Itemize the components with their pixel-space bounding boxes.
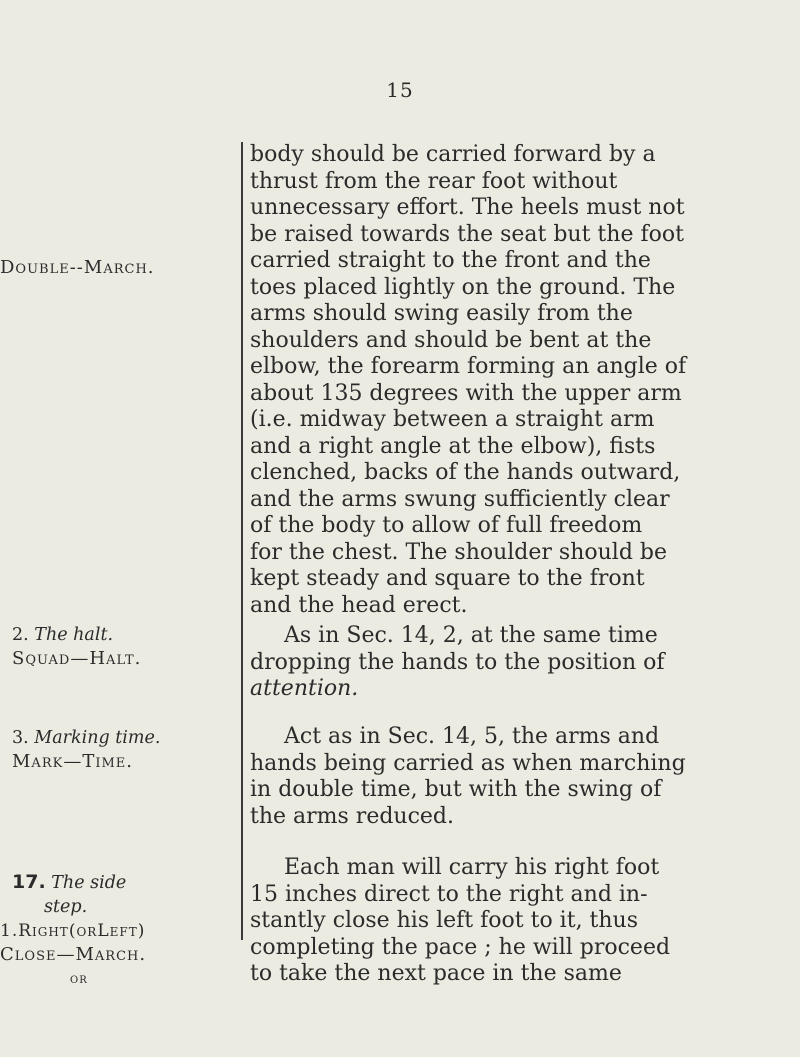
text-line: thrust from the rear foot without: [250, 168, 618, 194]
text-line: unnecessary effort. The heels must not: [250, 195, 685, 220]
halt-number: 2.: [12, 625, 29, 645]
text-line: kept steady and square to the front: [250, 566, 645, 591]
paragraph-marking-time: [250, 724, 718, 830]
text-line: of the body to allow of full freedom: [250, 513, 643, 538]
text-line: completing the pace ; he will proceed: [250, 934, 671, 960]
text-line: clenched, backs of the hands outward,: [250, 460, 681, 485]
halt-command: Squad—Halt.: [12, 648, 142, 669]
text-line: in double time, but with the swing of: [250, 777, 662, 802]
text-line: (i.e. midway between a straight arm: [250, 407, 655, 432]
text-line: and the arms swung sufficiently clear: [250, 486, 670, 512]
text-line: about 135 degrees with the upper arm: [250, 380, 682, 406]
margin-note-halt: [0, 623, 240, 671]
text-line: body should be carried forward by a: [250, 142, 656, 167]
side-title-1: The side: [51, 873, 127, 893]
side-or: or: [70, 971, 88, 987]
marking-number: 3.: [12, 728, 29, 748]
halt-title: The halt.: [34, 625, 114, 645]
double-march-label: Double--March.: [0, 257, 155, 278]
column-rule: [241, 142, 243, 940]
text-line: carried straight to the front and the: [250, 248, 651, 273]
text-line: for the chest. The shoulder should be: [250, 539, 668, 565]
halt-heading: [0, 623, 240, 647]
text-line: to take the next pace in the same: [250, 961, 622, 986]
paragraph-side-step: [250, 855, 718, 988]
text-line: dropping the hands to the position of: [250, 649, 665, 675]
text-line: and a right angle at the elbow), fists: [250, 433, 656, 459]
side-heading: [0, 870, 240, 895]
marking-heading: [0, 726, 240, 750]
paragraph-halt: [250, 623, 718, 703]
text-line: elbow, the forearm forming an angle of: [250, 354, 687, 379]
text-line: 15 inches direct to the right and in-: [250, 881, 648, 907]
paragraph-double-march: [250, 142, 718, 619]
side-command-2: Close—March.: [0, 944, 147, 965]
marking-command: Mark—Time.: [12, 751, 133, 772]
margin-note-marking-time: [0, 726, 240, 774]
text-line: hands being carried as when marching: [250, 750, 686, 776]
text-line: stantly close his left foot to it, thus: [250, 908, 639, 933]
side-command-1: 1.Right(orLeft): [0, 921, 146, 941]
text-line: toes placed lightly on the ground. The: [250, 274, 676, 300]
margin-note-side-step: [0, 870, 240, 991]
text-line: attention.: [250, 676, 359, 701]
text-line: shoulders and should be bent at the: [250, 327, 652, 353]
text-line: the arms reduced.: [250, 803, 455, 829]
text-line: Act as in Sec. 14, 5, the arms and: [284, 724, 660, 749]
text-line: arms should swing easily from the: [250, 301, 633, 326]
text-line: Each man will carry his right foot: [284, 855, 660, 880]
text-line: As in Sec. 14, 2, at the same time: [284, 623, 658, 648]
marking-title: Marking time.: [34, 728, 161, 748]
side-title-2: step.: [44, 897, 88, 917]
margin-note-double-march: [0, 256, 240, 280]
text-line: and the head erect.: [250, 592, 468, 618]
page-number: 15: [386, 78, 414, 102]
text-line: be raised towards the seat but the foot: [250, 221, 684, 247]
side-number: 17.: [12, 871, 46, 893]
